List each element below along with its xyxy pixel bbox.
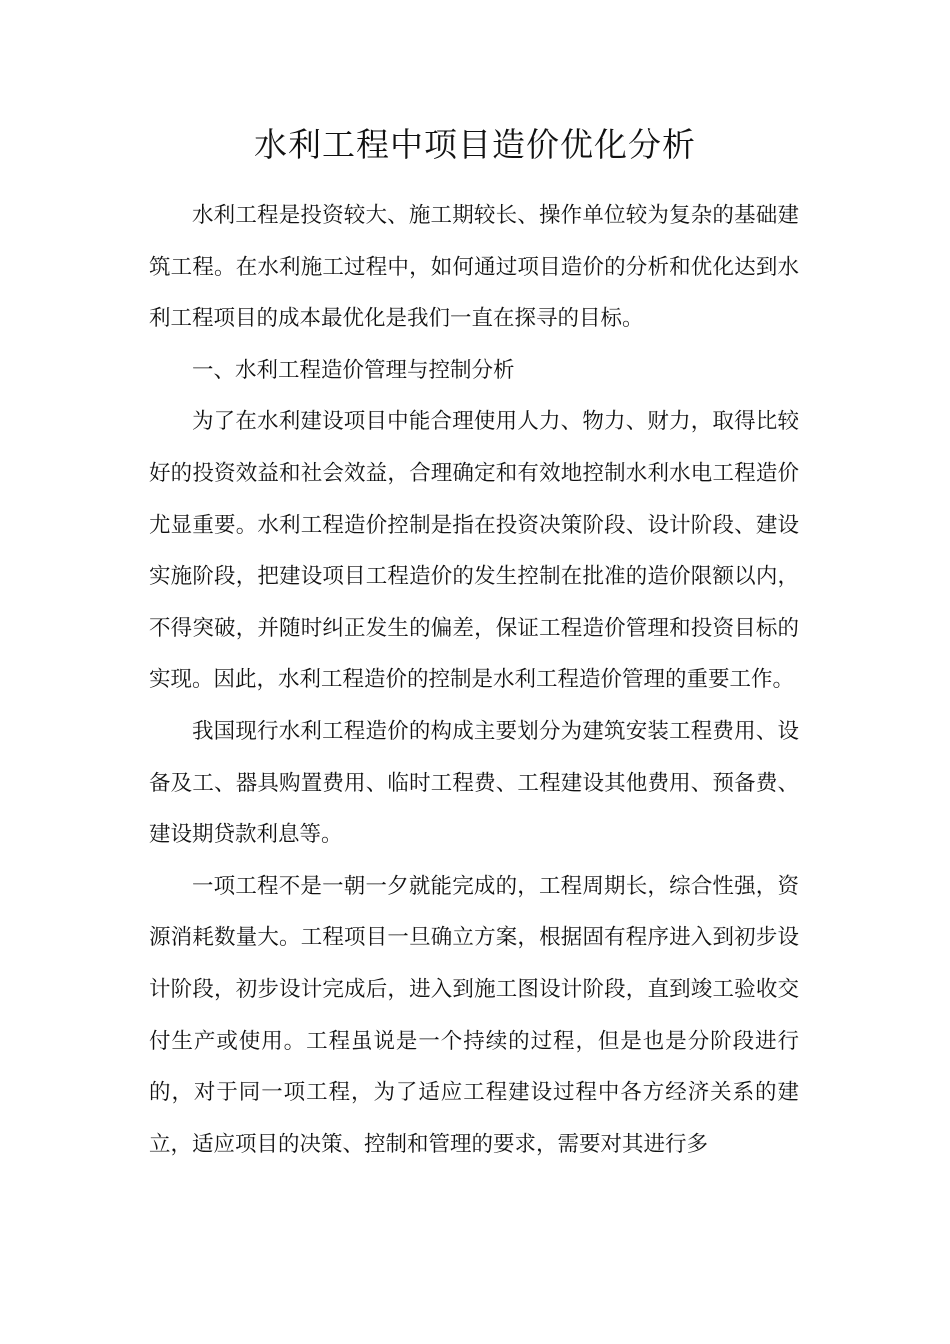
document-title: 水利工程中项目造价优化分析 [254,125,696,164]
section-heading-1: 一、水利工程造价管理与控制分析 [192,357,515,383]
paragraph-intro: 水利工程是投资较大、施工期较长、操作单位较为复杂的基础建筑工程。在水利施工过程中，如何通过项目造价的分析和优化达到水利工程项目的成本最优化是我们一直在探寻的目标。 [149,203,799,332]
paragraph-cost-composition: 我国现行水利工程造价的构成主要划分为建筑安装工程费用、设备及工、器具购置费用、临时工程费、工程建设其他费用、预备费、建设期贷款利息等。 [149,718,799,848]
document-body [149,190,799,1170]
paragraph-cost-control: 为了在水利建设项目中能合理使用人力、物力、财力，取得比较好的投资效益和社会效益，合理确定和有效地控制水利水电工程造价尤显重要。水利工程造价控制是指在投资决策阶段、设计阶段、建设实施阶段，把建设项目工程造价的发生控制在批准的造价限额以内，不得突破，并随时纠正发生的偏差，保证工程造价管理和投资目标的实现。因此，水利工程造价的控制是水利工程造价管理的重要工作。 [149,409,799,693]
paragraph-project-stages: 一项工程不是一朝一夕就能完成的，工程周期长，综合性强，资源消耗数量大。工程项目一旦确立方案，根据固有程序进入到初步设计阶段，初步设计完成后，进入到施工图设计阶段，直到竣工验收交付生产或使用。工程虽说是一个持续的过程，但是也是分阶段进行的，对于同一项工程，为了适应工程建设过程中各方经济关系的建立，适应项目的决策、控制和管理的要求，需要对其进行多 [149,873,799,1157]
